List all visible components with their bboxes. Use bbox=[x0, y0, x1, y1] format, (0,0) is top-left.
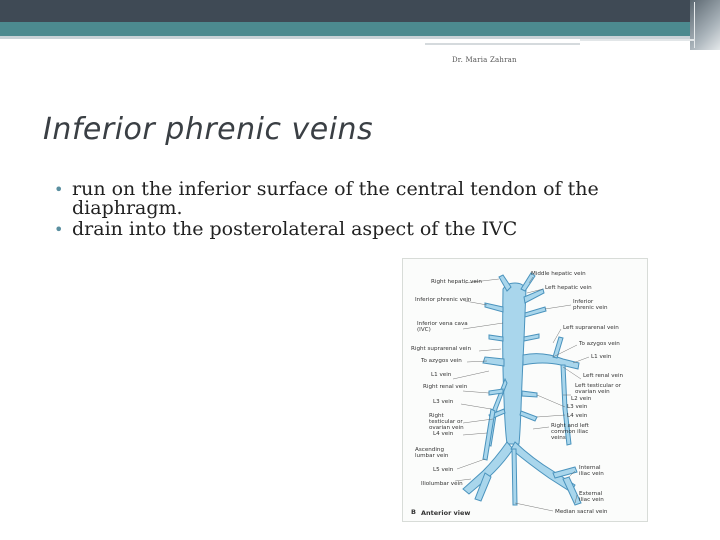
label-l5-vein: L5 vein bbox=[433, 467, 454, 473]
label-l3-vein-left: L3 vein bbox=[433, 399, 454, 405]
label-to-azygos-vein-right: To azygos vein bbox=[579, 341, 620, 347]
label-l1-vein-left: L1 vein bbox=[431, 372, 452, 378]
bullet-list bbox=[52, 180, 692, 241]
label-inferior-phrenic-vein-right: Inferior phrenic vein bbox=[573, 299, 608, 311]
bullet-dot-icon: • bbox=[54, 220, 64, 239]
label-median-sacral-vein: Median sacral vein bbox=[555, 509, 608, 515]
label-right-hepatic-vein: Right hepatic vein bbox=[431, 279, 482, 285]
bullet-text: drain into the posterolateral aspect of the IVC bbox=[72, 218, 518, 240]
label-right-suprarenal-vein: Right suprarenal vein bbox=[411, 346, 472, 352]
bullet-item bbox=[52, 180, 692, 218]
figure-caption-letter: B bbox=[411, 508, 416, 516]
label-l1-vein-right: L1 vein bbox=[591, 354, 612, 360]
label-common-iliac-veins: Right and left common iliac veins bbox=[551, 423, 589, 441]
bullet-text: run on the inferior surface of the central tendon of the diaphragm. bbox=[72, 178, 599, 219]
label-external-iliac-vein: External iliac vein bbox=[579, 491, 604, 503]
bullet-dot-icon: • bbox=[54, 180, 64, 199]
label-left-renal-vein: Left renal vein bbox=[583, 373, 624, 379]
ivc-anatomy-figure bbox=[402, 258, 648, 522]
label-l4-vein-left: L4 vein bbox=[433, 431, 454, 437]
label-right-testicular-vein: Right testicular or ovarian vein bbox=[429, 413, 464, 431]
label-left-suprarenal-vein: Left suprarenal vein bbox=[563, 325, 619, 331]
label-internal-iliac-vein: Internal iliac vein bbox=[579, 465, 604, 477]
label-left-testicular-vein: Left testicular or ovarian vein bbox=[575, 383, 622, 395]
top-banner-teal bbox=[0, 22, 720, 36]
label-l4-vein-right: L4 vein bbox=[567, 413, 588, 419]
label-middle-hepatic-vein: Middle hepatic vein bbox=[531, 271, 586, 277]
figure-caption: Anterior view bbox=[421, 509, 471, 517]
label-to-azygos-vein-left: To azygos vein bbox=[421, 358, 462, 364]
label-left-hepatic-vein: Left hepatic vein bbox=[545, 285, 592, 291]
slide-title: Inferior phrenic veins bbox=[43, 112, 374, 147]
label-inferior-phrenic-vein-left: Inferior phrenic vein bbox=[415, 297, 472, 303]
label-iliolumbar-vein: Iliolumbar vein bbox=[421, 481, 463, 487]
label-inferior-vena-cava: Inferior vena cava (IVC) bbox=[417, 321, 468, 333]
label-ascending-lumbar-vein: Ascending lumbar vein bbox=[415, 447, 449, 459]
label-right-renal-vein: Right renal vein bbox=[423, 384, 468, 390]
label-l3-vein-right: L3 vein bbox=[567, 404, 588, 410]
author-credit: Dr. Maria Zahran bbox=[452, 56, 517, 64]
top-banner-dark bbox=[0, 0, 720, 22]
header-accent-line bbox=[580, 39, 695, 41]
label-l2-vein: L2 vein bbox=[571, 396, 592, 402]
page-curl-fold bbox=[694, 2, 718, 48]
header-accent-line bbox=[425, 43, 580, 45]
bullet-item bbox=[52, 220, 692, 239]
